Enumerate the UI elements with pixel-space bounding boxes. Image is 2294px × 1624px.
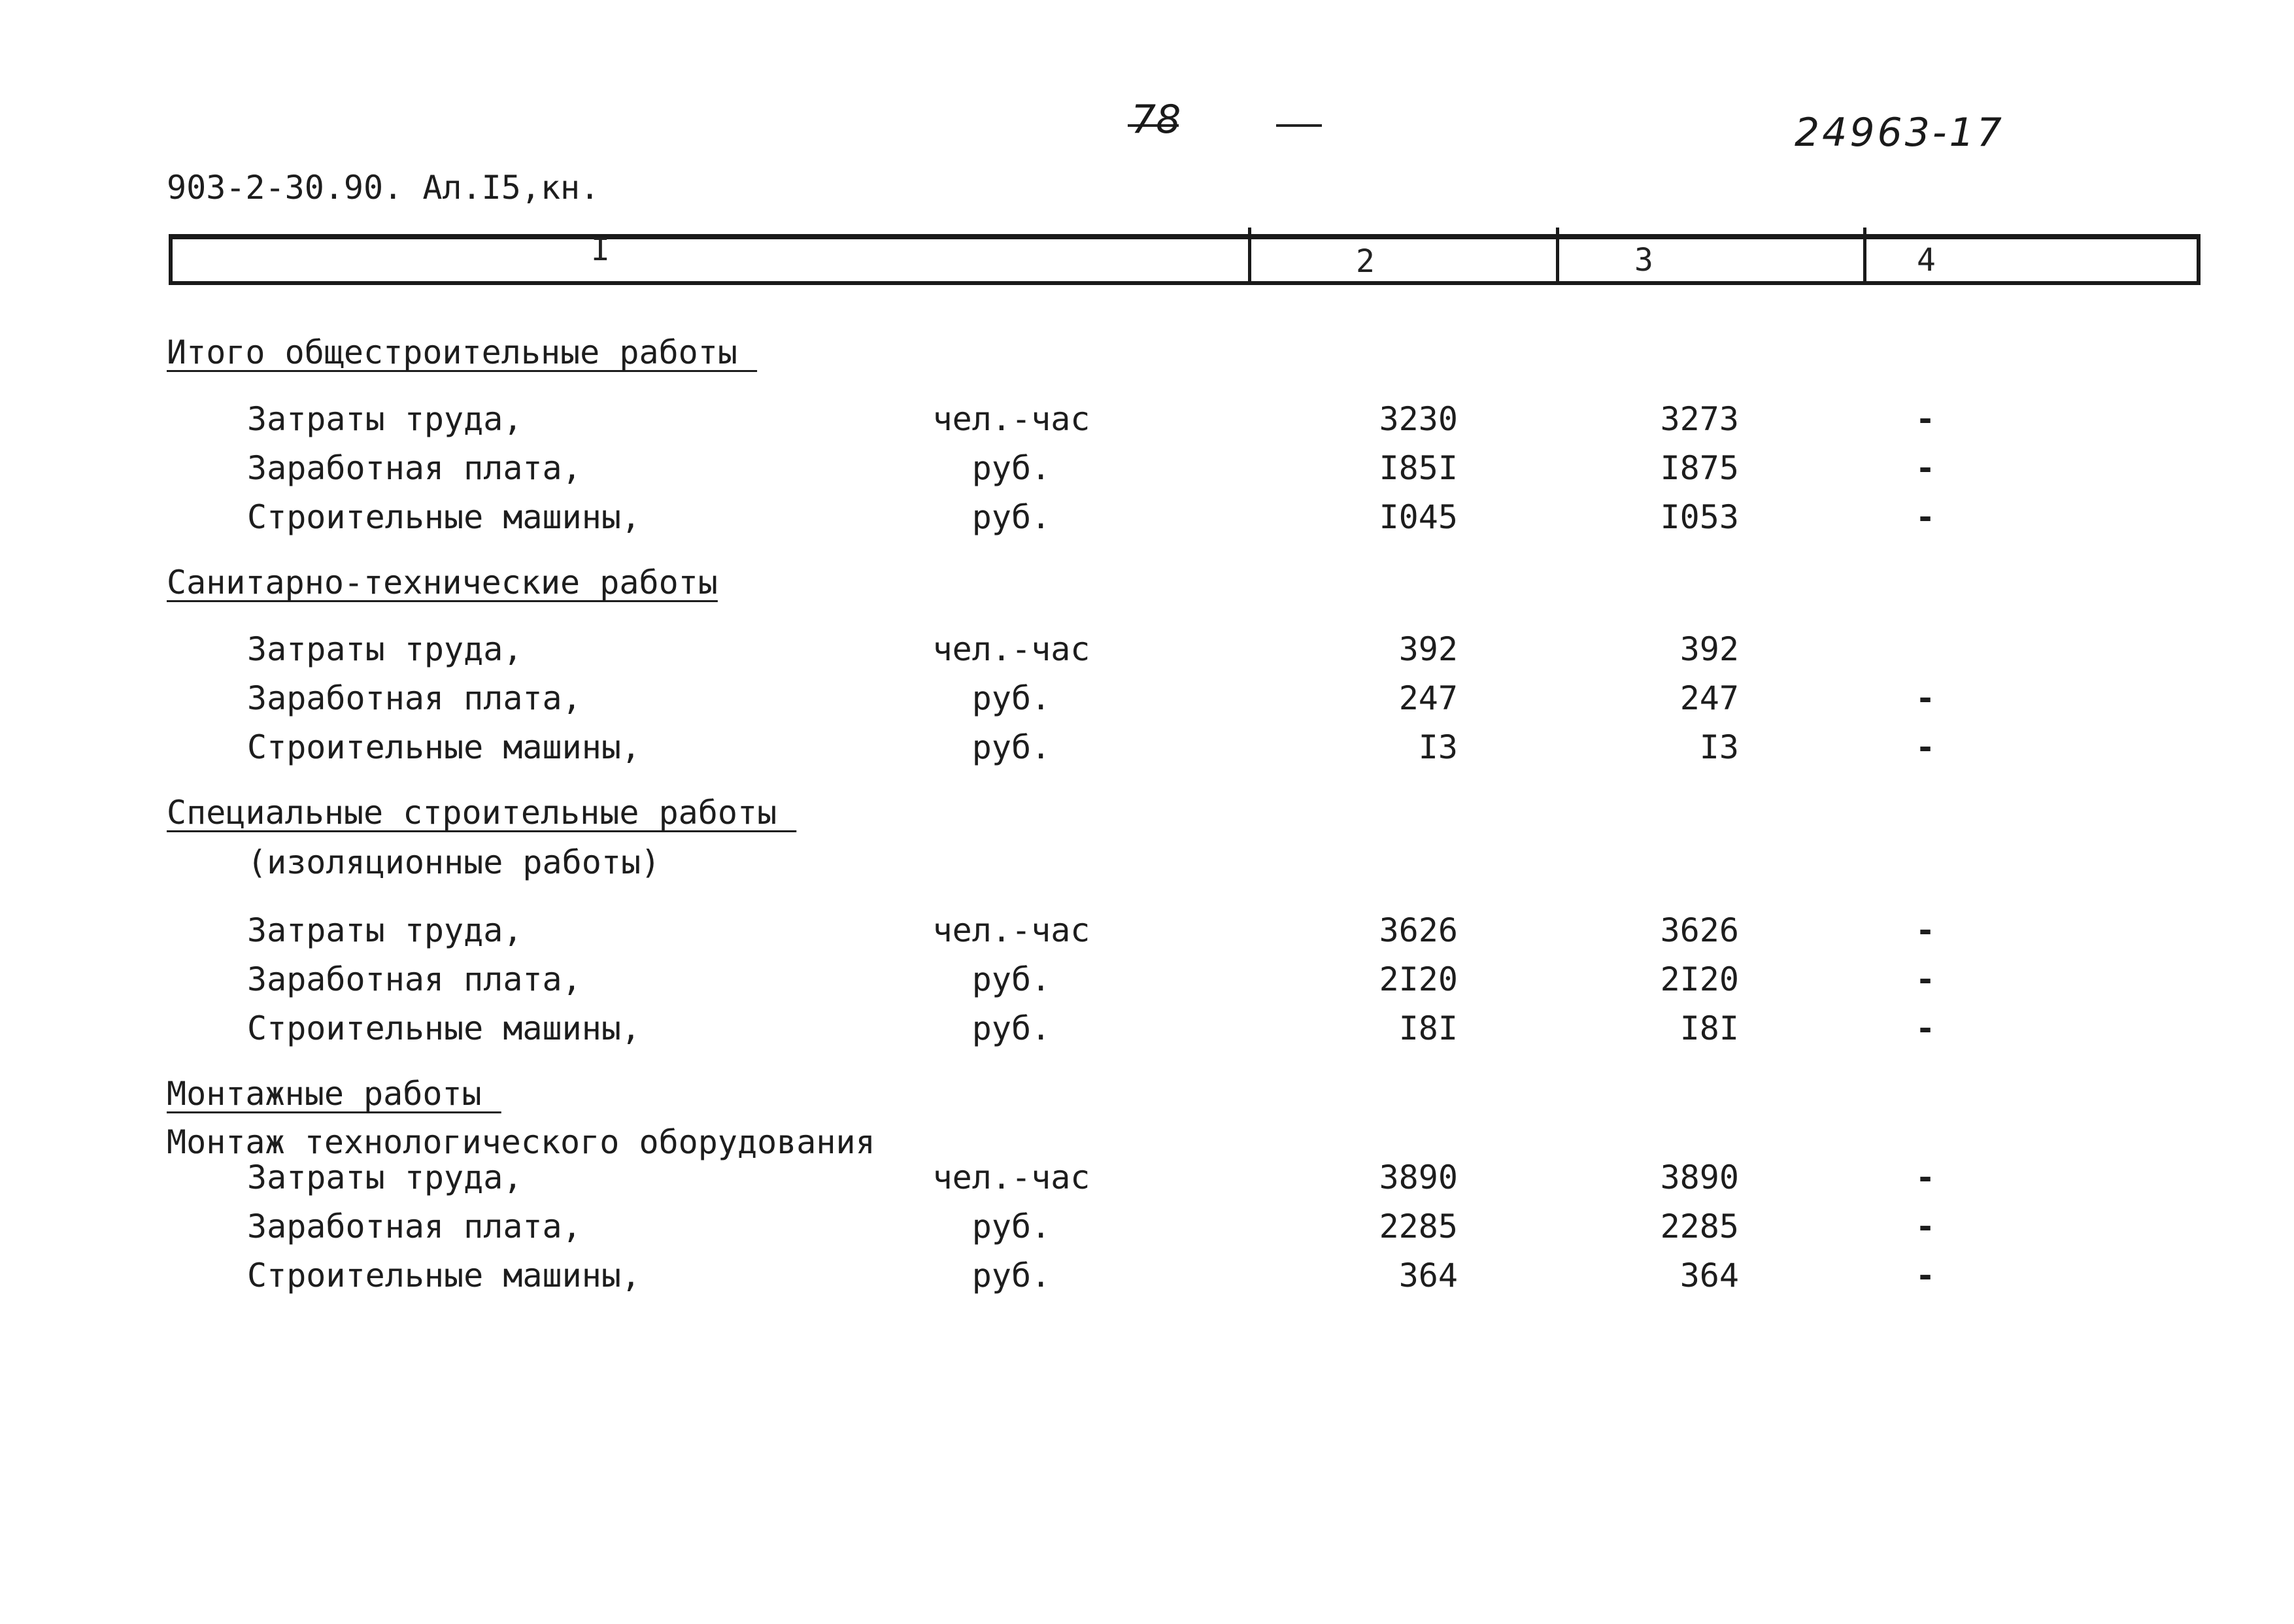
row-label: Заработная плата, <box>247 1208 582 1245</box>
row-value-col2: I3 <box>1418 728 1458 766</box>
column-separator <box>1556 228 1559 284</box>
table-row <box>0 498 2294 540</box>
row-value-col2: 364 <box>1398 1257 1458 1294</box>
section-title-sanitary-works: Санитарно-технические работы <box>167 564 718 601</box>
row-value-col2: 2I20 <box>1379 960 1458 998</box>
section-title-general-construction: Итого общестроительные работы <box>167 333 758 371</box>
table-row <box>0 1009 2294 1051</box>
column-number-1: I <box>591 231 610 268</box>
row-value-col3: 3890 <box>1660 1159 1739 1196</box>
table-row <box>0 630 2294 672</box>
row-unit: чел.-час <box>932 630 1090 668</box>
row-value-col2: 3626 <box>1379 911 1458 949</box>
column-number-4: 4 <box>1917 242 1936 279</box>
column-number-2: 2 <box>1356 243 1375 280</box>
row-label: Заработная плата, <box>247 449 582 487</box>
row-label: Заработная плата, <box>247 679 582 717</box>
row-label: Затраты труда, <box>247 630 523 668</box>
row-value-col2: 3230 <box>1379 400 1458 438</box>
column-separator <box>1248 228 1251 284</box>
row-unit: чел.-час <box>932 400 1090 438</box>
table-row <box>0 728 2294 770</box>
row-value-col3: I3 <box>1699 728 1739 766</box>
row-unit: чел.-час <box>932 911 1090 949</box>
row-label: Заработная плата, <box>247 960 582 998</box>
row-label: Строительные машины, <box>247 728 641 766</box>
row-value-col4: - <box>1915 679 1936 717</box>
section-title-assembly-works: Монтажные работы <box>167 1075 501 1113</box>
row-value-col3: 3626 <box>1660 911 1739 949</box>
page-number-dash-right <box>1276 124 1322 127</box>
row-unit: чел.-час <box>932 1159 1090 1196</box>
row-value-col4: - <box>1915 1257 1936 1294</box>
row-label: Строительные машины, <box>247 498 641 536</box>
table-row <box>0 449 2294 491</box>
page-number: 78 <box>1131 97 1181 143</box>
table-row <box>0 679 2294 721</box>
section-subtitle: Монтаж технологического оборудования <box>167 1123 875 1161</box>
row-value-col2: I045 <box>1379 498 1458 536</box>
row-value-col2: 2285 <box>1379 1208 1458 1245</box>
row-value-col3: I053 <box>1660 498 1739 536</box>
row-value-col2: I8I <box>1398 1009 1458 1047</box>
row-unit: руб. <box>971 449 1051 487</box>
row-value-col3: I875 <box>1660 449 1739 487</box>
table-row <box>0 960 2294 1002</box>
row-value-col3: 364 <box>1679 1257 1739 1294</box>
row-value-col2: I85I <box>1379 449 1458 487</box>
row-value-col4: - <box>1915 1159 1936 1196</box>
table-column-header <box>169 231 2201 285</box>
row-value-col4: - <box>1915 400 1936 438</box>
row-label: Затраты труда, <box>247 1159 523 1196</box>
row-value-col2: 392 <box>1398 630 1458 668</box>
row-unit: руб. <box>971 728 1051 766</box>
section-subtitle: (изоляционные работы) <box>247 843 661 881</box>
column-separator <box>1863 228 1866 284</box>
table-row <box>0 1257 2294 1298</box>
row-value-col2: 247 <box>1398 679 1458 717</box>
row-value-col3: 2285 <box>1660 1208 1739 1245</box>
section-title-special-works: Специальные строительные работы <box>167 794 797 832</box>
row-label: Затраты труда, <box>247 911 523 949</box>
row-value-col3: 247 <box>1679 679 1739 717</box>
row-unit: руб. <box>971 960 1051 998</box>
row-unit: руб. <box>971 498 1051 536</box>
row-value-col3: I8I <box>1679 1009 1739 1047</box>
table-row <box>0 1208 2294 1249</box>
row-value-col4: - <box>1915 1009 1936 1047</box>
row-value-col4: - <box>1915 498 1936 536</box>
row-value-col4: - <box>1915 728 1936 766</box>
row-unit: руб. <box>971 1257 1051 1294</box>
row-value-col4: - <box>1915 960 1936 998</box>
table-row <box>0 1159 2294 1200</box>
row-label: Строительные машины, <box>247 1009 641 1047</box>
row-value-col4: - <box>1915 449 1936 487</box>
row-unit: руб. <box>971 679 1051 717</box>
row-value-col4: - <box>1915 1208 1936 1245</box>
document-id: 903-2-30.90. Ал.I5,кн. <box>167 169 600 207</box>
row-unit: руб. <box>971 1208 1051 1245</box>
document-code: 24963-17 <box>1795 110 2004 156</box>
row-value-col3: 2I20 <box>1660 960 1739 998</box>
row-value-col3: 3273 <box>1660 400 1739 438</box>
row-label: Строительные машины, <box>247 1257 641 1294</box>
column-number-3: 3 <box>1634 242 1653 279</box>
row-value-col4: - <box>1915 911 1936 949</box>
row-value-col3: 392 <box>1679 630 1739 668</box>
row-value-col2: 3890 <box>1379 1159 1458 1196</box>
table-row <box>0 911 2294 953</box>
row-unit: руб. <box>971 1009 1051 1047</box>
table-row <box>0 400 2294 442</box>
row-label: Затраты труда, <box>247 400 523 438</box>
